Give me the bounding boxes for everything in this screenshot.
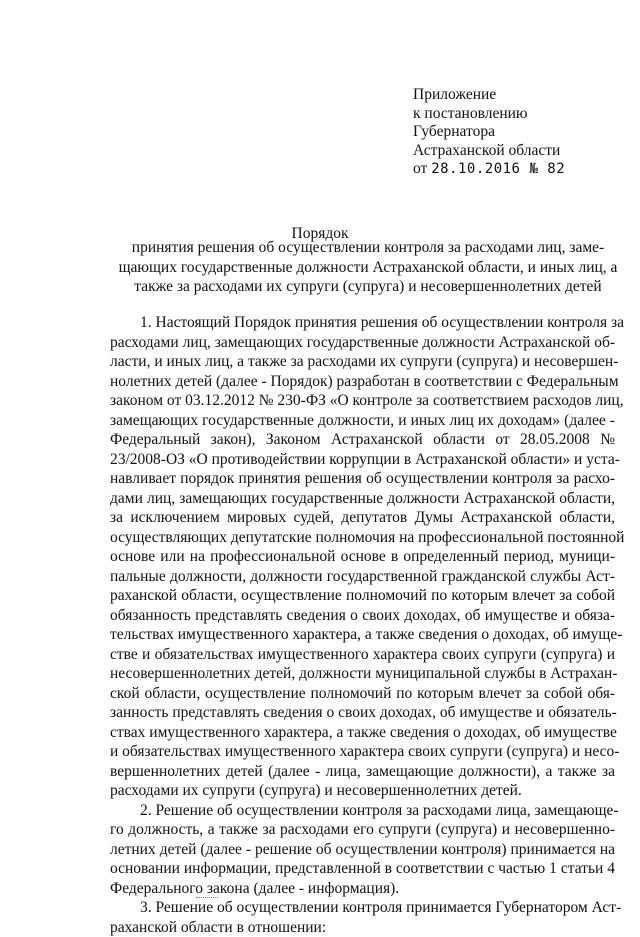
body-line: обязанность представлять сведения о своих доходах, об имуществе и обяза-: [110, 606, 615, 626]
body-line: летних детей (далее - решение об осуществлении контроля) принимается на: [110, 840, 615, 860]
appendix-date-line: [413, 160, 565, 179]
subtitle-line: щающих государственные должности Астраханской области, и иных лиц, а: [118, 258, 618, 278]
body-line: 2. Решение об осуществлении контроля за расходами лица, замещающе-: [110, 801, 615, 821]
appendix-line: Губернатора: [413, 123, 565, 142]
body-line: пальные должности, должности государственной гражданской службы Аст-: [110, 567, 615, 587]
body-line: навливает порядок принятия решения об осуществлении контроля за расхо-: [110, 469, 615, 489]
appendix-line: Приложение: [413, 86, 565, 105]
body-line: за исключением мировых судей, депутатов Думы Астраханской области,: [110, 508, 615, 528]
body-line: го должность, а также за расходами его супруги (супруга) и несовершенно-: [110, 820, 615, 840]
subtitle-line: также за расходами их супруги (супруга) и несовершеннолетних детей: [118, 277, 618, 297]
body-line: ской области, осуществление полномочий по которым влечет за собой обя-: [110, 684, 615, 704]
body-line: дами лиц, замещающих государственные должности Астраханской области,: [110, 489, 615, 509]
body-line: расходами лиц, замещающих государственные должности Астраханской об-: [110, 333, 615, 353]
body-line: нолетних детей (далее - Порядок) разработан в соответствии с Федеральным: [110, 372, 615, 392]
document-subtitle: [118, 238, 618, 297]
body-line: 1. Настоящий Порядок принятия решения об осуществлении контроля за: [110, 313, 615, 333]
body-line: 23/2008-ОЗ «О противодействии коррупции в Астраханской области» и уста-: [110, 450, 615, 470]
body-line: занность представлять сведения о своих доходах, об имуществе и обязатель-: [110, 703, 615, 723]
body-line: стве и обязательствах имущественного характера своих супруги (супруга) и: [110, 645, 615, 665]
body-line: основе или на профессиональной основе в определенный период, муници-: [110, 547, 615, 567]
appendix-line: к постановлению: [413, 105, 565, 124]
subtitle-line: принятия решения об осуществлении контроля за расходами лиц, заме-: [118, 238, 618, 258]
body-line: несовершеннолетних детей, должности муниципальной службы в Астрахан-: [110, 664, 615, 684]
body-line: 3. Решение об осуществлении контроля принимается Губернатором Аст-: [110, 898, 615, 918]
scan-speck: [196, 897, 218, 900]
appendix-line: Астраханской области: [413, 142, 565, 161]
body-line: ствах имущественного характера, а также сведения о доходах, об имуществе: [110, 723, 615, 743]
body-line: Федерального закона (далее - информация).: [110, 879, 615, 899]
body-line: тельствах имущественного характера, а также сведения о доходах, об имуще-: [110, 625, 615, 645]
document-title: Порядок: [120, 224, 520, 243]
body-line: раханской области в отношении:: [110, 918, 615, 937]
date-number-stamp: 28.10.2016 № 82: [431, 161, 565, 177]
body-line: Федеральный закон), Законом Астраханской области от 28.05.2008 №: [110, 430, 615, 450]
body-line: раханской области, осуществление полномочий по которым влечет за собой: [110, 586, 615, 606]
body-line: расходами их супруги (супруга) и несовершеннолетних детей.: [110, 781, 615, 801]
body-line: ласти, и иных лиц, а также за расходами их супруги (супруга) и несовершен-: [110, 352, 615, 372]
body-line: основании информации, представленной в соответствии с частью 1 статьи 4: [110, 859, 615, 879]
body-line: законом от 03.12.2012 № 230-ФЗ «О контроле за соответствием расходов лиц,: [110, 391, 615, 411]
body-line: осуществляющих депутатские полномочия на профессиональной постоянной: [110, 528, 615, 548]
appendix-date-prefix: от: [413, 160, 431, 177]
body-line: и обязательствах имущественного характера своих супруги (супруга) и несо-: [110, 742, 615, 762]
appendix-block: [413, 86, 565, 179]
document-body: [110, 313, 615, 937]
body-line: замещающих государственные должности, и иных лиц их доходам» (далее -: [110, 411, 615, 431]
body-line: вершеннолетних детей (далее - лица, замещающие должности), а также за: [110, 762, 615, 782]
